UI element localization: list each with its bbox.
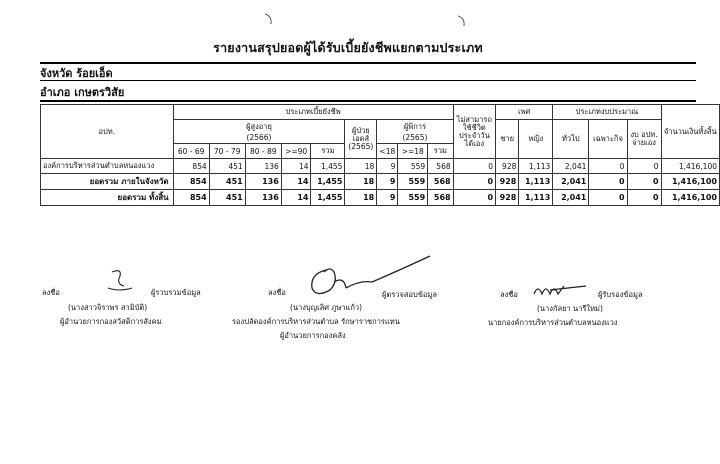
cell-male: 928	[496, 190, 519, 206]
cell-female: 1,113	[519, 159, 553, 174]
sign-position: รองปลัดองค์การบริหารส่วนตำบล รักษาราชการแทน	[232, 317, 400, 326]
col-age-70-79: 70 - 79	[209, 144, 245, 159]
sign-position: ผู้อำนวยการกองสวัสดิการสังคม	[60, 317, 162, 326]
col-age-60-69: 60 - 69	[173, 144, 209, 159]
aids-year: (2565)	[348, 142, 374, 151]
cell-own: 0	[627, 174, 661, 190]
col-general: ทั่วไป	[553, 120, 589, 159]
col-specific: เฉพาะกิจ	[589, 120, 627, 159]
cell-a60: 854	[173, 159, 209, 174]
disabled-year: (2565)	[402, 133, 428, 142]
header-rule	[40, 100, 696, 102]
cell-dtotal: 568	[428, 159, 453, 174]
sign-label: ลงชื่อ	[268, 288, 286, 297]
cell-aids: 18	[345, 159, 377, 174]
cell-specific: 0	[589, 190, 627, 206]
sign-name: (นางสาวจิราพร สามิบัติ)	[68, 303, 148, 312]
row-label: องค์การบริหารส่วนตำบลหนองแวง	[41, 159, 174, 174]
cell-self: 0	[453, 190, 495, 206]
cell-specific: 0	[589, 159, 627, 174]
cell-dtotal: 568	[428, 174, 453, 190]
cell-female: 1,113	[519, 174, 553, 190]
province-label: จังหวัด ร้อยเอ็ด	[40, 67, 113, 80]
allowance-report-table	[40, 104, 720, 206]
handwritten-signature-icon	[530, 280, 590, 300]
district-label: อำเภอ เกษตรวิสัย	[40, 86, 125, 99]
sign-position: นายกองค์การบริหารส่วนตำบลหนองแวง	[488, 318, 618, 327]
aids-label: ผู้ป่วยเอดส์	[351, 126, 370, 143]
col-gender: เพศ	[496, 105, 553, 120]
col-disabled	[377, 120, 453, 144]
cell-own: 0	[627, 159, 661, 174]
row-label: ยอดรวม ทั้งสิ้น	[41, 190, 174, 206]
cell-amount: 1,416,100	[661, 190, 719, 206]
cell-self: 0	[453, 159, 495, 174]
col-age-80-89: 80 - 89	[245, 144, 281, 159]
scan-mark-icon	[455, 14, 469, 28]
col-dis-ge18: >=18	[398, 144, 428, 159]
table-row	[41, 159, 720, 174]
cell-aids: 18	[345, 190, 377, 206]
cell-a80: 136	[245, 190, 281, 206]
col-org: อปท.	[41, 105, 174, 159]
col-budget-type: ประเภทงบประมาณ	[553, 105, 661, 120]
cell-male: 928	[496, 174, 519, 190]
sign-name: (นางกัลยา นารีใหม่)	[537, 304, 603, 313]
sign-label: ลงชื่อ	[500, 290, 518, 299]
cell-a70: 451	[209, 159, 245, 174]
col-amount: จำนวนเงินทั้งสิ้น	[661, 105, 719, 159]
cell-dge18: 559	[398, 190, 428, 206]
sign-label: ลงชื่อ	[42, 288, 60, 297]
cell-dge18: 559	[398, 159, 428, 174]
col-dis-lt18: <18	[377, 144, 398, 159]
cell-aids: 18	[345, 174, 377, 190]
disabled-label: ผู้พิการ	[403, 122, 426, 131]
col-female: หญิง	[519, 120, 553, 159]
cell-dlt18: 9	[377, 190, 398, 206]
cell-a70: 451	[209, 190, 245, 206]
cell-a80: 136	[245, 174, 281, 190]
cell-general: 2,041	[553, 174, 589, 190]
cell-amount: 1,416,100	[661, 174, 719, 190]
cell-etotal: 1,455	[311, 159, 345, 174]
sum-province-row	[41, 174, 720, 190]
cell-female: 1,113	[519, 190, 553, 206]
cell-general: 2,041	[553, 190, 589, 206]
cell-a90: 14	[281, 190, 311, 206]
cell-dge18: 559	[398, 174, 428, 190]
table-header-row	[41, 105, 720, 120]
col-elderly-total: รวม	[311, 144, 345, 159]
cell-dlt18: 9	[377, 174, 398, 190]
cell-a80: 136	[245, 159, 281, 174]
col-own-budget: งบ อปท. จ่ายเอง	[627, 120, 661, 159]
cell-dlt18: 9	[377, 159, 398, 174]
cell-etotal: 1,455	[311, 174, 345, 190]
sign-position: ผู้อำนวยการกองคลัง	[280, 331, 346, 340]
col-elderly	[173, 120, 345, 144]
cell-amount: 1,416,100	[661, 159, 719, 174]
elderly-label: ผู้สูงอายุ	[246, 122, 272, 131]
row-label: ยอดรวม ภายในจังหวัด	[41, 174, 174, 190]
document-title: รายงานสรุปยอดผู้ได้รับเบี้ยยังชีพแยกตามประเภท	[213, 40, 483, 55]
cell-etotal: 1,455	[311, 190, 345, 206]
col-aids	[345, 120, 377, 159]
cell-male: 928	[496, 159, 519, 174]
sign-role: ผู้รวบรวมข้อมูล	[151, 288, 201, 297]
cell-self: 0	[453, 174, 495, 190]
cell-general: 2,041	[553, 159, 589, 174]
cell-a70: 451	[209, 174, 245, 190]
sign-role: ผู้ตรวจสอบข้อมูล	[382, 290, 437, 299]
cell-a60: 854	[173, 174, 209, 190]
cell-a90: 14	[281, 159, 311, 174]
sum-all-row	[41, 190, 720, 206]
header-rule	[40, 80, 696, 81]
cell-own: 0	[627, 190, 661, 206]
col-age-90: >=90	[281, 144, 311, 159]
col-allowance-type: ประเภทเบี้ยยังชีพ	[173, 105, 453, 120]
sign-name: (นางบุญเลิศ ภูษาแก้ว)	[290, 303, 362, 312]
cell-a60: 854	[173, 190, 209, 206]
cell-dtotal: 568	[428, 190, 453, 206]
cell-specific: 0	[589, 174, 627, 190]
elderly-year: (2566)	[246, 133, 272, 142]
cell-a90: 14	[281, 174, 311, 190]
sign-role: ผู้รับรองข้อมูล	[598, 290, 643, 299]
col-self-reliant: ไม่สามารถใช้ชีวิตประจำวันได้เอง	[453, 105, 495, 159]
col-male: ชาย	[496, 120, 519, 159]
col-dis-total: รวม	[428, 144, 453, 159]
handwritten-signature-icon	[100, 266, 145, 296]
scan-mark-icon	[262, 12, 276, 26]
